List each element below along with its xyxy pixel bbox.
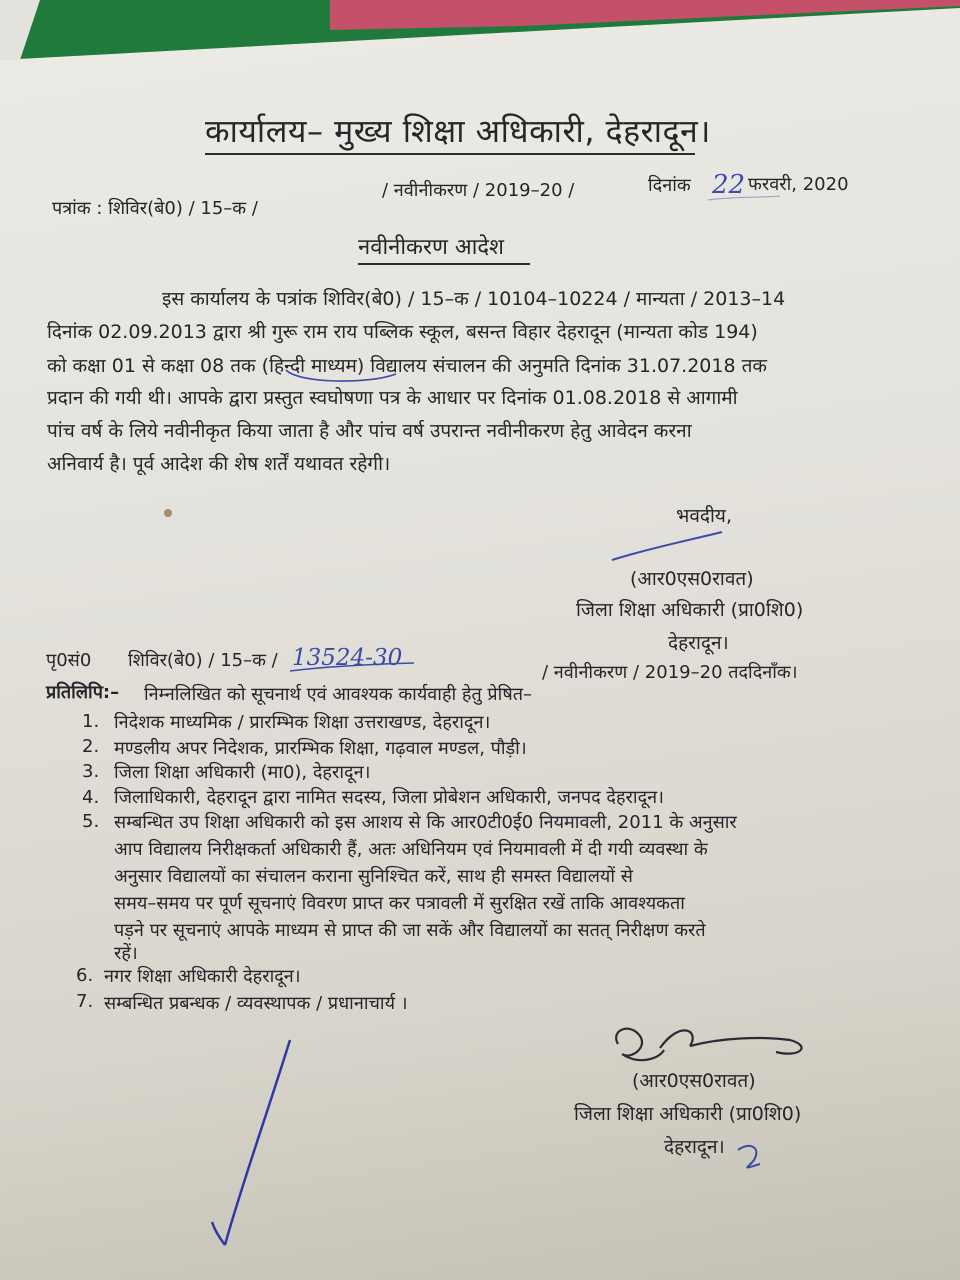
list-number-3: 3. — [82, 761, 100, 782]
closing-salutation: भवदीय, — [676, 505, 732, 527]
order-line-4: प्रदान की गयी थी। आपके द्वारा प्रस्तुत स्वघोषणा पत्र के आधार पर दिनांक 01.08.2018 से आगामी — [47, 387, 738, 409]
order-line-2: दिनांक 02.09.2013 द्वारा श्री गुरू राम राय पब्लिक स्कूल, बसन्त विहार देहरादून (मान्यता कोड 194) — [47, 321, 758, 343]
signatory-designation-2: जिला शिक्षा अधिकारी (प्रा0शि0) — [574, 1103, 802, 1125]
list-item-1: निदेशक माध्यमिक / प्रारम्भिक शिक्षा उत्तराखण्ड, देहरादून। — [114, 712, 491, 733]
reference-number: पत्रांक : शिविर(बे0) / 15–क / — [52, 198, 258, 219]
heading-underline — [358, 263, 530, 265]
list-item-5-line-4: समय–समय पर पूर्ण सूचनाएं विवरण प्राप्त कर पत्रावली में सुरक्षित रखें ताकि आवश्यकता — [114, 893, 685, 914]
signatory-name: (आर0एस0रावत) — [630, 568, 754, 590]
list-number-7: 7. — [76, 991, 94, 1012]
date-month-year: फरवरी, 2020 — [748, 174, 849, 195]
order-heading: नवीनीकरण आदेश — [358, 235, 504, 260]
office-title: कार्यालय– मुख्य शिक्षा अधिकारी, देहरादून। — [205, 112, 711, 150]
signatory-designation: जिला शिक्षा अधिकारी (प्रा0शि0) — [576, 599, 804, 621]
signatory-place-2: देहरादून। — [664, 1136, 725, 1158]
list-item-7: सम्बन्धित प्रबन्धक / व्यवस्थापक / प्रधानाचार्य । — [104, 993, 408, 1014]
list-item-2: मण्डलीय अपर निदेशक, प्रारम्भिक शिक्षा, गढ़वाल मण्डल, पौड़ी। — [114, 738, 527, 759]
order-line-1: इस कार्यालय के पत्रांक शिविर(बे0) / 15–क / 10104–10224 / मान्यता / 2013–14 — [162, 288, 786, 310]
endorsement-label: पृ0सं0 — [46, 650, 92, 671]
list-number-1: 1. — [82, 711, 100, 732]
order-line-5: पांच वर्ष के लिये नवीनीकृत किया जाता है और पांच वर्ष उपरान्त नवीनीकरण हेतु आवेदन करना — [47, 420, 692, 442]
list-item-5-line-3: अनुसार विद्यालयों का संचालन कराना सुनिश्चित करें, साथ ही समस्त विद्यालयों से — [114, 866, 633, 887]
list-number-6: 6. — [76, 965, 94, 986]
list-number-5: 5. — [82, 811, 100, 832]
list-item-5-line-1: सम्बन्धित उप शिक्षा अधिकारी को इस आशय से कि आर0टी0ई0 नियमावली, 2011 के अनुसार — [114, 812, 737, 833]
list-number-4: 4. — [82, 787, 100, 808]
list-item-5-line-5: पड़ने पर सूचनाएं आपके माध्यम से प्राप्त की जा सकें और विद्यालयों का सतत् निरीक्षण करते — [114, 920, 706, 941]
signatory-place: देहरादून। — [668, 632, 729, 654]
copy-heading: प्रतिलिपि:– — [46, 682, 120, 703]
list-item-5-line-2: आप विद्यालय निरीक्षकर्ता अधिकारी हैं, अतः अधिनियम एवं नियमावली में दी गयी व्यवस्था के — [114, 839, 708, 860]
list-item-5-line-6: रहें। — [114, 943, 138, 964]
endorsement-reference: शिविर(बे0) / 15–क / — [128, 650, 278, 671]
order-line-6: अनिवार्य है। पूर्व आदेश की शेष शर्तें यथावत रहेगी। — [47, 453, 391, 475]
list-item-4: जिलाधिकारी, देहरादून द्वारा नामित सदस्य, जिला प्रोबेशन अधिकारी, जनपद देहरादून। — [114, 787, 664, 808]
endorsement-subject-date: / नवीनीकरण / 2019–20 तददिनाँक। — [542, 662, 798, 683]
date-label: दिनांक — [648, 175, 691, 196]
signatory-name-2: (आर0एस0रावत) — [632, 1070, 756, 1092]
endorsement-number-handwritten: 13524-30 — [292, 645, 403, 671]
reference-subject: / नवीनीकरण / 2019–20 / — [382, 180, 575, 201]
list-number-2: 2. — [82, 736, 100, 757]
list-item-3: जिला शिक्षा अधिकारी (मा0), देहरादून। — [114, 762, 371, 783]
date-day-handwritten: 22 — [712, 170, 746, 200]
title-underline — [205, 153, 695, 155]
copy-intro: निम्नलिखित को सूचनार्थ एवं आवश्यक कार्यवाही हेतु प्रेषित– — [144, 684, 532, 705]
order-line-3: को कक्षा 01 से कक्षा 08 तक (हिन्दी माध्यम) विद्यालय संचालन की अनुमति दिनांक 31.07.2018 तक — [47, 355, 768, 377]
list-item-6: नगर शिक्षा अधिकारी देहरादून। — [104, 966, 301, 987]
